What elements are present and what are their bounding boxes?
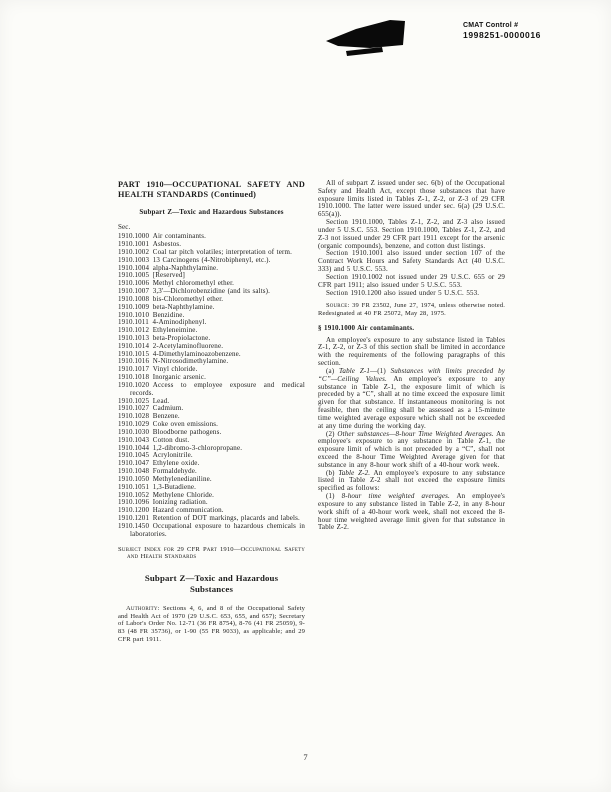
section-list-item: 1910.1005 [Reserved]	[118, 271, 185, 280]
section-list-item: 1910.1051 1,3-Butadiene.	[118, 482, 197, 491]
section-number: 1910.1006	[118, 279, 150, 288]
section-list-item: 1910.1030 Bloodborne pathogens.	[118, 427, 222, 436]
section-list-item: 1910.1018 Inorganic arsenic.	[118, 373, 206, 382]
section-list-item: 1910.1096 Ionizing radiation.	[118, 498, 208, 507]
section-list-item: 1910.1016 N-Nitrosodimethylamine.	[118, 357, 229, 366]
section-1002-note: Section 1910.1002 not issued under 29 U.S.C. 655 or 29 CFR part 1911; also issued under 5 U.S.C. 553.	[318, 272, 505, 289]
section-number: 1910.1008	[118, 294, 150, 303]
section-list-item: 1910.1004 alpha-Naphthylamine.	[118, 263, 219, 272]
section-list-item: 1910.1200 Hazard communication.	[118, 506, 224, 515]
section-list-item: 1910.1001 Asbestos.	[118, 240, 182, 249]
section-number: 1910.1018	[118, 373, 150, 382]
section-number: 1910.1051	[118, 482, 150, 491]
section-list-item: 1910.1029 Coke oven emissions.	[118, 420, 219, 429]
part-heading: PART 1910—OCCUPATIONAL SAFETY AND HEALTH STANDARDS (Continued)	[118, 180, 305, 199]
authority-note: Authority: Sections 4, 6, and 8 of the Occupational Safety and Health Act of 1970 (29 U.S.C. 653, 655, and 657); Secretary of Labor's Order No. 12-71 (36 FR 8754), 8-76 (41 FR 25059), 9-83 (48 FR 35736), or 1-90 (55 FR 9033), as applicable; and 29 CFR part 1911.	[118, 605, 305, 643]
section-list-item: 1910.1025 Lead.	[118, 396, 170, 405]
section-list-item: 1910.1017 Vinyl chloride.	[118, 365, 198, 374]
section-number: 1910.1096	[118, 498, 150, 507]
section-number: 1910.1012	[118, 326, 150, 335]
section-list-item: 1910.1010 Benzidine.	[118, 310, 185, 319]
section-list-item: 1910.1044 1,2-dibromo-3-chloropropane.	[118, 443, 243, 452]
section-list-item: 1910.1015 4-Dimethylaminoazobenzene.	[118, 349, 241, 358]
section-number: 1910.1013	[118, 333, 150, 342]
section-heading-1910-1000: § 1910.1000 Air contaminants.	[318, 323, 415, 332]
paragraph-b: (b) Table Z-2. An employee's exposure to any substance listed in Table Z-2 shall not exceed the exposure limits specified as follows:	[318, 468, 506, 493]
section-number: 1910.1027	[118, 404, 150, 413]
section-list-item: 1910.1052 Methylene Chloride.	[118, 490, 215, 499]
section-number: 1910.1025	[118, 396, 150, 405]
section-1200-note: Section 1910.1200 also issued under 5 U.S.C. 553.	[326, 288, 480, 297]
section-number: 1910.1002	[118, 247, 150, 256]
section-list-item: 1910.1450 Occupational exposure to hazardous chemicals in laboratories.	[118, 521, 305, 538]
section-number: 1910.1016	[118, 357, 150, 366]
section-number: 1910.1030	[118, 427, 150, 436]
section-number: 1910.1047	[118, 459, 150, 468]
sec-label: Sec.	[118, 223, 131, 232]
section-number: 1910.1028	[118, 412, 150, 421]
section-1001-note: Section 1910.1001 also issued under section 107 of the Contract Work Hours and Safety Standards Act (40 U.S.C. 333) and 5 U.S.C. 553.	[318, 249, 505, 274]
subpart-heading: Subpart Z—Toxic and Hazardous Substances	[139, 208, 284, 216]
section-list-item: 1910.1020 Access to employee exposure and medical records.	[118, 380, 305, 397]
section-number: 1910.1029	[118, 420, 150, 429]
tables-issuance-note: Section 1910.1000, Tables Z-1, Z-2, and Z-3 also issued under 5 U.S.C. 553. Section 1910.1000, Tables Z-1, Z-2, and Z-3 not issued under 29 CFR part 1911 except for the arsenic (organic compounds), benzene, and cotton dust listings.	[318, 218, 505, 250]
paragraph-a-2: (2) Other substances—8-hour Time Weighted Averages. An employee's exposure to any substance in Table Z-1, the exposure limit of which is not preceded by a “C”, shall not exceed the 8-hour Time Weighted Average given for that substance in any 8-hour work shift of a 40-hour work week.	[318, 429, 505, 469]
section-number: 1910.1005	[118, 271, 150, 280]
section-number: 1910.1014	[118, 341, 150, 350]
document-body	[118, 180, 506, 643]
section-list-item: 1910.1006 Methyl chloromethyl ether.	[118, 279, 235, 288]
subpart-z-issuance-note: All of subpart Z issued under sec. 6(b) of the Occupational Safety and Health Act, except those substances that have exposure limits listed in Tables Z-1, Z-2, or Z-3 of 29 CFR 1910.1000. The latter were issued under sec. 6(a) (29 U.S.C. 655(a)).	[318, 179, 505, 219]
section-list-item: 1910.1009 beta-Naphthylamine.	[118, 302, 215, 311]
section-list-item: 1910.1002 Coal tar pitch volatiles; interpretation of term.	[118, 247, 292, 256]
section-number: 1910.1001	[118, 240, 150, 249]
section-number: 1910.1020	[118, 380, 150, 389]
section-number: 1910.1010	[118, 310, 150, 319]
section-number: 1910.1052	[118, 490, 150, 499]
section-list-item: 1910.1003 13 Carcinogens (4-Nitrobiphenyl, etc.).	[118, 255, 271, 264]
section-number: 1910.1015	[118, 349, 150, 358]
section-number: 1910.1200	[118, 506, 150, 515]
section-number: 1910.1050	[118, 474, 150, 483]
page-number: 7	[303, 752, 308, 762]
section-list-item: 1910.1028 Benzene.	[118, 412, 180, 421]
section-list-item: 1910.1013 beta-Propiolactone.	[118, 333, 211, 342]
section-list-item: 1910.1045 Acrylonitrile.	[118, 451, 193, 460]
section-number: 1910.1201	[118, 514, 150, 523]
section-number: 1910.1009	[118, 302, 150, 311]
section-number: 1910.1048	[118, 467, 150, 476]
section-number: 1910.1003	[118, 255, 150, 264]
section-list-item: 1910.1027 Cadmium.	[118, 404, 184, 413]
section-number: 1910.1011	[118, 318, 149, 327]
section-number: 1910.1017	[118, 365, 150, 374]
control-number-value: 1998251-0000016	[463, 30, 542, 40]
section-list-item: 1910.1011 4-Aminodiphenyl.	[118, 318, 207, 327]
control-number-block	[463, 22, 541, 40]
section-list-item: 1910.1047 Ethylene oxide.	[118, 459, 200, 468]
right-column	[318, 180, 505, 643]
section-number: 1910.1044	[118, 443, 150, 452]
subpart-heading-large: Subpart Z—Toxic and Hazardous Substances	[144, 573, 279, 595]
section-number: 1910.1045	[118, 451, 150, 460]
section-list-item: 1910.1008 bis-Chloromethyl ether.	[118, 294, 224, 303]
subject-index-note: Subject Index for 29 CFR Part 1910—Occupational Safety and Health Standards	[118, 545, 305, 561]
paragraph-a-1: (a) Table Z-1—(1) Substances with limits preceded by “C”—Ceiling Values. An employee's exposure to any substance in Table Z-1, the exposure limit of which is preceded by a “C”, shall at no time exceed the exposure limit given for that substance. If instantaneous monitoring is not feasible, then the ceiling shall be assessed as a 15-minute time weighted average exposure which shall not be exceeded at any time during the working day.	[318, 366, 505, 430]
section-list-item: 1910.1201 Retention of DOT markings, placards and labels.	[118, 514, 300, 523]
section-number: 1910.1043	[118, 435, 150, 444]
section-list	[118, 233, 305, 538]
source-note: Source: 39 FR 23502, June 27, 1974, unless otherwise noted. Redesignated at 40 FR 25072, May 28, 1975.	[318, 302, 505, 318]
section-list-item: 1910.1000 Air contaminants.	[118, 232, 206, 241]
section-number: 1910.1004	[118, 263, 150, 272]
section-number: 1910.1007	[118, 287, 150, 296]
control-number-label: CMAT Control #	[463, 22, 519, 29]
paragraph-b-1: (1) 8-hour time weighted averages. An employee's exposure to any substance listed in Table Z-2, in any 8-hour work shift of a 40-hour work week, shall not exceed the 8-hour time weighted average limit given for that substance in Table Z-2.	[318, 492, 505, 532]
section-list-item: 1910.1043 Cotton dust.	[118, 435, 190, 444]
ink-smudge-artifact	[318, 16, 418, 60]
section-number: 1910.1000	[118, 232, 150, 241]
section-list-item: 1910.1012 Ethyleneimine.	[118, 326, 198, 335]
section-number: 1910.1450	[118, 521, 150, 530]
left-column	[118, 180, 305, 643]
section-list-item: 1910.1014 2-Acetylaminofluorene.	[118, 341, 224, 350]
section-list-item: 1910.1048 Formaldehyde.	[118, 467, 197, 476]
intro-paragraph: An employee's exposure to any substance listed in Tables Z-1, Z-2, or Z-3 of this section shall be limited in accordance with the requirements of the following paragraphs of this section.	[318, 335, 505, 368]
section-list-item: 1910.1007 3,3'—Dichlorobenzidine (and its salts).	[118, 287, 271, 296]
section-list-item: 1910.1050 Methylenedianiline.	[118, 474, 212, 483]
